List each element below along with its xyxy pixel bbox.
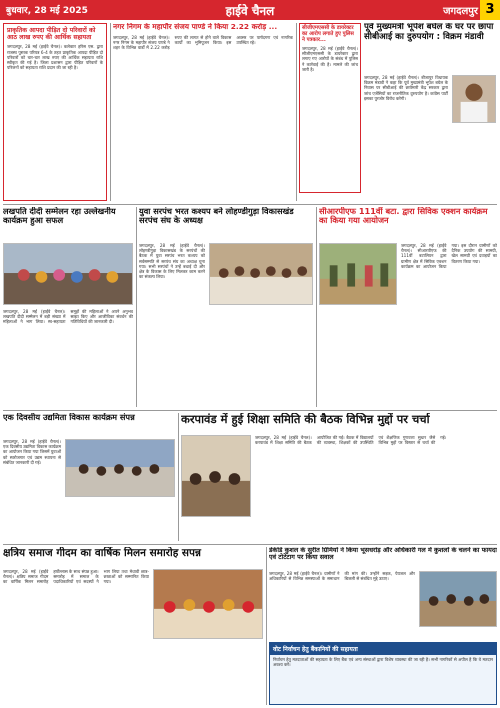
page-number: 3: [480, 0, 500, 20]
story-crpf-body: जगदलपुर, 28 मई (हाईवे चैनल)। सीआरपीएफ की 111वीं बटालियन द्वारा ग्रामीण क्षेत्र में सिविक एक्शन कार्यक्रम का आयोजन किया गया। इस दौरान ग्रामीणों को दैनिक उपयोग की सामग्री, खेल सामग्री एवं दवाइयों का वितरण किया गया।: [401, 243, 497, 269]
story-villagers: [269, 547, 497, 639]
photo-mandavi: [452, 75, 496, 123]
notice-body: निर्वाचन हेतु मतदाताओं की सहायता के लिए बैंक एवं अन्य संस्थाओं द्वारा विशेष व्यवस्था की जा रही है। सभी नागरिकों से अपील है कि वे मतदान अवश्य करें।: [273, 657, 493, 668]
story-education: [181, 413, 497, 541]
photo-lakhpati: [3, 243, 133, 305]
paper-name: हाईवे चैनल: [225, 4, 275, 18]
story-lakhpati-body: जगदलपुर, 28 मई (हाईवे चैनल)। लखपति दीदी सम्मेलन में बड़ी संख्या में महिलाओं ने भाग लिया। स्व-सहायता समूहों की महिलाओं ने अपने अनुभव साझा किए और आजीविका संवर्धन की गतिविधियों की जानकारी दी।: [3, 309, 133, 325]
story-kshatriya-body: जगदलपुर, 28 मई (हाईवे चैनल)। क्षत्रिय समाज गीदम का वार्षिक मिलन समारोह हर्षोल्लास के साथ संपन्न हुआ। समारोह में समाज के पदाधिकारियों एवं सदस्यों ने भाग लिया तथा मेधावी छात्र-छात्राओं को सम्मानित किया गया।: [3, 569, 149, 585]
story-lakhpati-headline: लखपति दीदी सम्मेलन रहा उल्लेखनीय कार्यक्रम हुआ सफल: [3, 207, 116, 226]
story-crpf: [319, 207, 497, 407]
story-villagers-headline: डेकेडि कुशल के सुरीत ग्रिमियों ने किया भूसधरोड़ और अधिकारी गल में कुशलों के चलने का फायदा एवं टोटेटाग पर किया सवाल: [269, 547, 497, 562]
story-education-headline: करपावंड में हुई शिक्षा समिति की बैठक विभिन्न मुद्दों पर चर्चा: [181, 413, 430, 426]
photo-villagers: [419, 571, 497, 627]
story-kshatriya-headline: क्षत्रिय समाज गीदम का वार्षिक मिलन समारोह सपन्न: [3, 547, 201, 559]
story-aid-body: जगदलपुर, 28 मई (हाईवे चैनल)। कलेक्टर हरिस एस. द्वारा राजस्व पुस्तक परिपत्र 6-4 के तहत प्राकृतिक आपदा पीड़ित दो परिवारों को चार-चार लाख रुपए की आर्थिक सहायता राशि स्वीकृत की गई है। जिला प्रशासन द्वारा पीड़ित परिवारों के परिजनों को सहायता राशि प्रदान की जा रही है।: [7, 44, 103, 71]
story-education-body: जगदलपुर, 28 मई (हाईवे चैनल)। करपावंड में शिक्षा समिति की बैठक आयोजित की गई। बैठक में विद्यालयों की व्यवस्था, शिक्षकों की उपस्थिति एवं शैक्षणिक गुणवत्ता सुधार जैसे विभिन्न मुद्दों पर विस्तार से चर्चा की गई।: [255, 435, 447, 446]
story-sarpanch-headline: युवा सरपंच भरत कश्यप बने लोहण्डीगुड़ा विकासखंड सरपंच संघ के अध्यक्ष: [139, 207, 294, 226]
notice-box: [269, 642, 497, 705]
story-lakhpati: [3, 207, 133, 407]
photo-crpf: [319, 243, 397, 305]
city-name: जगदलपुर: [443, 6, 478, 17]
story-kshatriya: [3, 547, 263, 705]
masthead: [0, 0, 500, 20]
photo-entrepreneur: [65, 439, 175, 497]
story-bhupesh-body: जगदलपुर, 28 मई (हाईवे चैनल)। बीजापुर विधायक विक्रम मंडावी ने कहा कि पूर्व मुख्यमंत्री भूपेश बघेल के निवास पर सीबीआई की छापेमारी केंद्र सरकार द्वारा जांच एजेंसियों का राजनीतिक दुरुपयोग है। कांग्रेस पार्टी इसका पुरजोर विरोध करेगी।: [364, 75, 448, 101]
story-cgmsc-body: जगदलपुर, 28 मई (हाईवे चैनल)। सीजीएमएससी के डायरेक्टर द्वारा लगाए गए आरोपों के संबंध में पुलिस ने कार्रवाई की है। मामले की जांच जारी है।: [302, 45, 358, 72]
story-entrepreneur: [3, 413, 175, 541]
story-cgmsc-headline: सीजीएमएससी के डायरेक्टर का आरोप लगाते हुए पुलिस ने पत्रकार...: [302, 25, 354, 43]
story-entrepreneur-body: जगदलपुर, 28 मई (हाईवे चैनल)। एक दिवसीय उद्यमिता विकास कार्यक्रम का आयोजन किया गया जिसमें युवाओं को स्वरोजगार एवं उद्यम स्थापना से संबंधित जानकारी दी गई।: [3, 439, 61, 465]
story-cgmsc: [299, 23, 361, 193]
story-crpf-headline: सीआरपीएफ 111वीं बटा. द्वारा सिविक एक्शन कार्यक्रम का किया गया आयोजन: [319, 207, 488, 226]
photo-kshatriya: [153, 569, 263, 639]
issue-date: बुधवार, 28 मई 2025: [6, 6, 88, 16]
story-villagers-body: जगदलपुर, 28 मई (हाईवे चैनल)। ग्रामीणों ने अधिकारियों से विभिन्न समस्याओं के समाधान की मांग की। उन्होंने सड़क, पेयजल और बिजली से संबंधित मुद्दे उठाए।: [269, 571, 415, 582]
notice-headline: वोट निर्वाचन हेतु बैंकानियों की सहायता: [270, 643, 496, 655]
story-mayor-headline: नगर निगम के महापौर संजय पाण्डे ने किया 2.22 करोड़ ...: [113, 23, 278, 31]
story-sarpanch-body: जगदलपुर, 28 मई (हाईवे चैनल)। लोहण्डीगुड़ा विकासखंड के सरपंचों की बैठक में युवा सरपंच भरत कश्यप को सर्वसम्मति से सरपंच संघ का अध्यक्ष चुना गया। सभी सरपंचों ने उन्हें बधाई दी और क्षेत्र के विकास के लिए मिलकर काम करने का संकल्प लिया।: [139, 243, 205, 280]
story-bhupesh: [364, 23, 497, 201]
story-entrepreneur-headline: एक दिवसीय उद्यमिता विकास कार्यक्रम संपन्न: [3, 413, 135, 422]
story-bhupesh-headline: पूर्व मुख्यमंत्री भूपेश बघेल के घर पर छापा सीबीआई का दुरुपयोग : विक्रम मंडावी: [364, 23, 494, 42]
photo-sarpanch: [209, 243, 313, 305]
story-aid: [3, 23, 107, 201]
photo-education: [181, 435, 251, 517]
story-mayor-body: जगदलपुर, 28 मई (हाईवे चैनल)। नगर निगम के महापौर संजय पाण्डे ने शहर के विभिन्न वार्डों में 2.22 करोड़ रुपए की लागत से होने वाले विकास कार्यों का भूमिपूजन किया। इस अवसर पर पार्षदगण एवं नागरिक उपस्थित रहे।: [113, 34, 293, 50]
story-mayor: [113, 23, 293, 201]
story-sarpanch: [139, 207, 313, 407]
story-aid-headline: प्राकृतिक आपदा पीड़ित दो परिवारों को आठ लाख रुपए की आर्थिक सहायता: [7, 27, 96, 42]
